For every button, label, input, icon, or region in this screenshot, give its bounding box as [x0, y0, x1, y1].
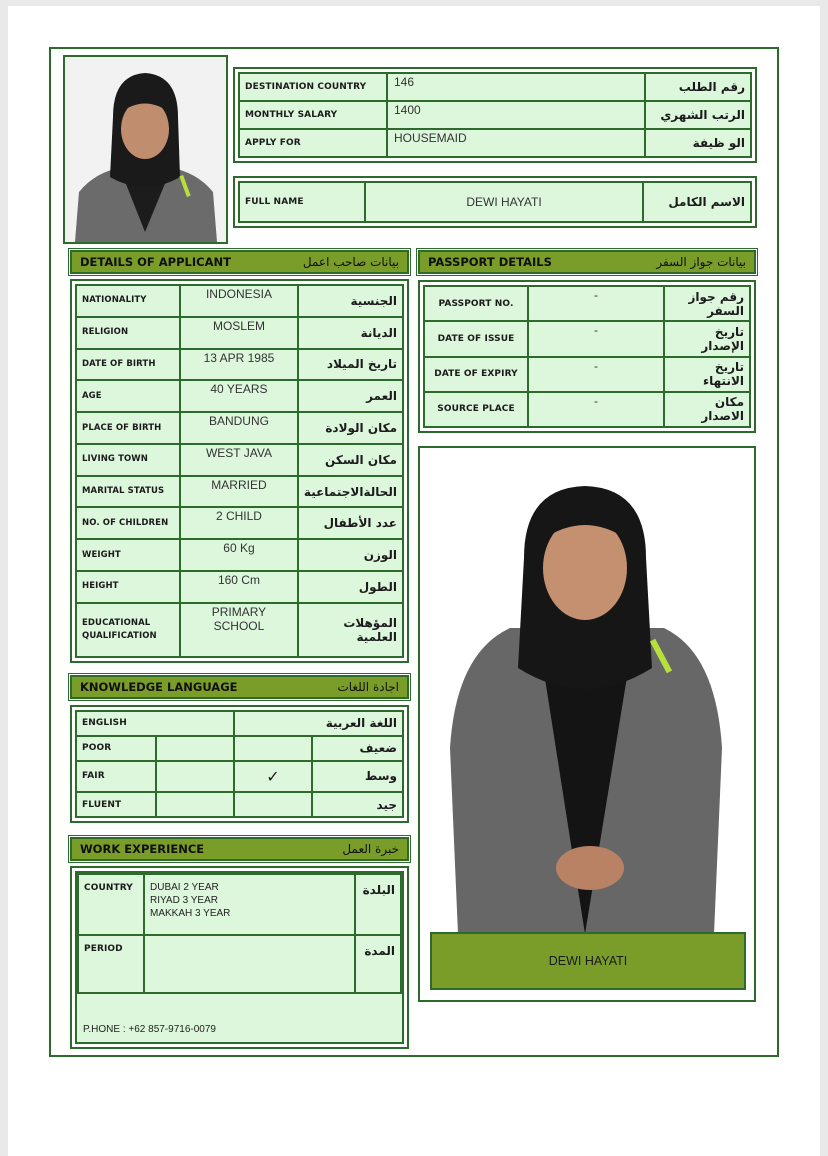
language-arabic-cell	[234, 736, 312, 761]
applicant-field-label: NO. OF CHILDREN	[76, 507, 180, 539]
language-level-label: POOR	[76, 736, 156, 761]
language-level-row	[76, 761, 403, 792]
passport-row	[424, 321, 750, 356]
language-english-cell	[156, 792, 234, 817]
experience-country-row	[78, 874, 401, 935]
applicant-field-label-ar: مكان السكن	[298, 444, 403, 476]
language-level-label-ar: جيد	[312, 792, 403, 817]
portrait-small-illustration	[65, 57, 226, 242]
name-banner	[430, 932, 746, 990]
applicant-field-value: PRIMARY SCHOOL	[180, 603, 298, 657]
full-name-label-ar: الاسم الكامل	[643, 182, 751, 222]
language-level-label: FAIR	[76, 761, 156, 792]
destination-label: DESTINATION COUNTRY	[239, 73, 387, 101]
applicant-field-label-ar: عدد الأطفال	[298, 507, 403, 539]
applicant-row	[76, 317, 403, 349]
language-level-row	[76, 736, 403, 761]
destination-value: 146	[387, 73, 645, 101]
experience-country-1: DUBAI 2 YEAR	[150, 882, 219, 893]
passport-field-label: DATE OF EXPIRY	[424, 357, 528, 392]
applicant-field-label: RELIGION	[76, 317, 180, 349]
applicant-field-label: NATIONALITY	[76, 285, 180, 317]
passport-field-label: DATE OF ISSUE	[424, 321, 528, 356]
language-english-cell	[156, 761, 234, 792]
applicant-row	[76, 285, 403, 317]
applicant-field-label-ar: الحالةالاجتماعية	[298, 476, 403, 508]
language-arabic-cell	[234, 792, 312, 817]
language-level-label-ar: وسط	[312, 761, 403, 792]
portrait-photo-small	[63, 55, 228, 244]
job-info-table	[238, 72, 752, 158]
applicant-field-value: 2 CHILD	[180, 507, 298, 539]
apply-value: HOUSEMAID	[387, 129, 645, 157]
passport-field-label-ar: رقم جواز السفر	[664, 286, 750, 321]
experience-table	[77, 873, 402, 994]
full-name-box	[233, 176, 757, 228]
passport-row	[424, 357, 750, 392]
experience-country-2: RIYAD 3 YEAR	[150, 895, 218, 906]
applicant-details-table	[75, 284, 404, 658]
language-header-row	[76, 711, 403, 736]
salary-value: 1400	[387, 101, 645, 129]
applicant-field-label: LIVING TOWN	[76, 444, 180, 476]
destination-label-ar: رقم الطلب	[645, 73, 751, 101]
applicant-field-label: AGE	[76, 380, 180, 412]
experience-country-3: MAKKAH 3 YEAR	[150, 908, 231, 919]
passport-field-label-ar: تاريخ الانتهاء	[664, 357, 750, 392]
applicant-row	[76, 507, 403, 539]
applicant-field-label: WEIGHT	[76, 539, 180, 571]
salary-label-ar: الرتب الشهري	[645, 101, 751, 129]
experience-country-label-ar: البلدة	[355, 874, 401, 935]
applicant-field-value: 160 Cm	[180, 571, 298, 603]
passport-details-box	[418, 280, 756, 433]
experience-section-header	[70, 837, 409, 861]
experience-period-label-ar: المدة	[355, 935, 401, 993]
language-arabic-cell	[234, 761, 312, 792]
experience-period-row	[78, 935, 401, 993]
apply-label: APPLY FOR	[239, 129, 387, 157]
applicant-title-ar: بيانات صاحب اعمل	[302, 255, 399, 269]
job-row-destination	[239, 73, 751, 101]
applicant-field-label-ar: الجنسية	[298, 285, 403, 317]
full-name-value: DEWI HAYATI	[365, 182, 643, 222]
passport-field-label: PASSPORT NO.	[424, 286, 528, 321]
applicant-row	[76, 412, 403, 444]
applicant-field-label: PLACE OF BIRTH	[76, 412, 180, 444]
language-section-header	[70, 675, 409, 699]
passport-field-value: -	[528, 286, 664, 321]
experience-inner	[75, 871, 404, 1044]
applicant-details-box	[70, 279, 409, 663]
applicant-field-label-ar: المؤهلات العلمية	[298, 603, 403, 657]
passport-field-value: -	[528, 392, 664, 427]
passport-field-value: -	[528, 357, 664, 392]
phone-number: P.HONE : +62 857-9716-0079	[83, 1024, 216, 1035]
applicant-field-value: 13 APR 1985	[180, 349, 298, 381]
language-level-label-ar: ضعيف	[312, 736, 403, 761]
applicant-field-label-ar: العمر	[298, 380, 403, 412]
passport-field-label: SOURCE PLACE	[424, 392, 528, 427]
full-name-label: FULL NAME	[239, 182, 365, 222]
applicant-row	[76, 539, 403, 571]
check-mark-icon: ✓	[266, 766, 280, 786]
full-name-table	[238, 181, 752, 223]
job-row-apply	[239, 129, 751, 157]
language-box	[70, 705, 409, 823]
job-row-salary	[239, 101, 751, 129]
applicant-field-label-ar: الوزن	[298, 539, 403, 571]
applicant-field-label-ar: الطول	[298, 571, 403, 603]
language-col-arabic: اللغة العربية	[234, 711, 403, 736]
passport-row	[424, 392, 750, 427]
experience-title-ar: خبرة العمل	[342, 842, 399, 856]
language-table	[75, 710, 404, 818]
applicant-field-label-ar: الديانة	[298, 317, 403, 349]
salary-label: MONTHLY SALARY	[239, 101, 387, 129]
apply-label-ar: الو ظيفة	[645, 129, 751, 157]
applicant-row	[76, 349, 403, 381]
large-photo-panel	[418, 446, 756, 1002]
passport-title: PASSPORT DETAILS	[428, 255, 552, 269]
passport-field-label-ar: مكان الاصدار	[664, 392, 750, 427]
applicant-field-value: 60 Kg	[180, 539, 298, 571]
applicant-field-value: MARRIED	[180, 476, 298, 508]
passport-field-label-ar: تاريخ الإصدار	[664, 321, 750, 356]
applicant-field-label-ar: تاريخ الميلاد	[298, 349, 403, 381]
experience-box	[70, 866, 409, 1049]
language-english-cell	[156, 736, 234, 761]
language-level-label: FLUENT	[76, 792, 156, 817]
passport-details-table	[423, 285, 751, 428]
applicant-field-label: DATE OF BIRTH	[76, 349, 180, 381]
experience-period-value	[144, 935, 355, 993]
applicant-field-value: MOSLEM	[180, 317, 298, 349]
passport-section-header	[418, 250, 756, 274]
applicant-title: DETAILS OF APPLICANT	[80, 255, 231, 269]
language-title: KNOWLEDGE LANGUAGE	[80, 680, 238, 694]
applicant-row	[76, 380, 403, 412]
applicant-row	[76, 603, 403, 657]
experience-title: WORK EXPERIENCE	[80, 842, 205, 856]
name-banner-text: DEWI HAYATI	[548, 954, 628, 968]
applicant-section-header	[70, 250, 409, 274]
language-title-ar: اجادة اللغات	[337, 680, 399, 694]
language-col-english: ENGLISH	[76, 711, 234, 736]
applicant-field-label: EDUCATIONAL QUALIFICATION	[76, 603, 180, 657]
applicant-field-value: WEST JAVA	[180, 444, 298, 476]
applicant-field-label: HEIGHT	[76, 571, 180, 603]
applicant-row	[76, 476, 403, 508]
experience-country-label: COUNTRY	[78, 874, 144, 935]
experience-period-label: PERIOD	[78, 935, 144, 993]
passport-field-value: -	[528, 321, 664, 356]
passport-row	[424, 286, 750, 321]
applicant-row	[76, 571, 403, 603]
applicant-row	[76, 444, 403, 476]
language-level-row	[76, 792, 403, 817]
job-info-box	[233, 67, 757, 163]
applicant-field-label-ar: مكان الولادة	[298, 412, 403, 444]
passport-title-ar: بيانات جواز السفر	[656, 255, 746, 269]
portrait-large-illustration	[420, 448, 754, 934]
applicant-field-value: 40 YEARS	[180, 380, 298, 412]
applicant-field-label: MARITAL STATUS	[76, 476, 180, 508]
applicant-field-value: BANDUNG	[180, 412, 298, 444]
experience-countries	[144, 874, 355, 935]
applicant-field-value: INDONESIA	[180, 285, 298, 317]
